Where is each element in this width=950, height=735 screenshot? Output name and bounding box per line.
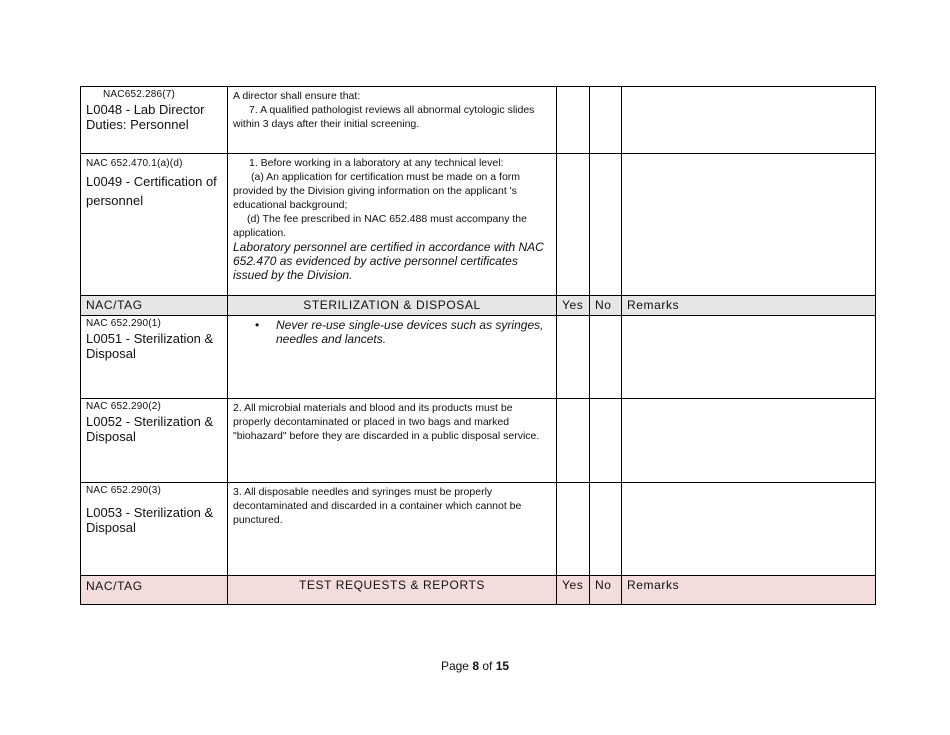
requirement-cell	[228, 399, 557, 483]
header-no: No	[590, 576, 622, 605]
tag-title: L0051 - Sterilization & Disposal	[86, 331, 214, 361]
yes-cell[interactable]	[557, 316, 590, 399]
requirement-text: 2. All microbial materials and blood and its products must be properly decontaminated or placed in two bags and marked "biohazard" before they are discarded in a public disposal service.	[233, 402, 540, 442]
nac-tag-cell	[81, 154, 228, 296]
table-row	[81, 399, 876, 483]
header-yes: Yes	[557, 576, 590, 605]
header-remarks: Remarks	[622, 296, 876, 316]
yes-cell[interactable]	[557, 399, 590, 483]
section-header-row	[81, 576, 876, 605]
nac-citation: NAC 652.290(1)	[86, 318, 162, 329]
no-cell[interactable]	[590, 154, 622, 296]
table-row	[81, 87, 876, 154]
table-row	[81, 316, 876, 399]
requirement-cell	[228, 483, 557, 576]
nac-tag-cell	[81, 399, 228, 483]
header-no: No	[590, 296, 622, 316]
nac-citation: NAC 652.470.1(a)(d)	[86, 158, 183, 169]
section-header-row	[81, 296, 876, 316]
page-footer	[0, 659, 950, 673]
table-row	[81, 483, 876, 576]
requirement-text: (a) An application for certification must be made on a form provided by the Division giving information on the applicant 's educational background;	[233, 171, 521, 211]
requirement-text: 3. All disposable needles and syringes must be properly decontaminated and discarded in a container which cannot be punctured.	[233, 486, 522, 526]
nac-tag-cell	[81, 316, 228, 399]
tag-title: L0049 - Certification of personnel	[86, 174, 217, 208]
page-label: Page	[440, 659, 469, 673]
requirement-text: Never re-use single-use devices such as syringes, needles and lancets.	[276, 318, 544, 346]
remarks-cell[interactable]	[622, 483, 876, 576]
page-number: 8	[472, 659, 479, 673]
requirement-text: 1. Before working in a laboratory at any technical level:	[249, 157, 504, 169]
nac-tag-cell	[81, 483, 228, 576]
header-nac-tag: NAC/TAG	[81, 296, 228, 316]
checklist-table	[80, 86, 876, 605]
nac-citation: NAC 652.290(3)	[86, 485, 162, 496]
requirement-note: Laboratory personnel are certified in accordance with NAC 652.470 as evidenced by active personnel certificates issued by the Division.	[233, 240, 544, 282]
table-row	[81, 154, 876, 296]
tag-title: L0053 - Sterilization & Disposal	[86, 505, 214, 535]
no-cell[interactable]	[590, 483, 622, 576]
requirement-text: (d) The fee prescribed in NAC 652.488 must accompany the application.	[233, 213, 527, 239]
remarks-cell[interactable]	[622, 316, 876, 399]
section-title: TEST REQUESTS & REPORTS	[228, 576, 557, 605]
tag-title: L0052 - Sterilization & Disposal	[86, 414, 214, 444]
no-cell[interactable]	[590, 87, 622, 154]
yes-cell[interactable]	[557, 154, 590, 296]
no-cell[interactable]	[590, 399, 622, 483]
page-total: 15	[495, 659, 510, 673]
yes-cell[interactable]	[557, 483, 590, 576]
requirement-cell	[228, 316, 557, 399]
page-of-label: of	[482, 659, 493, 673]
nac-tag-cell	[81, 87, 228, 154]
nac-citation: NAC 652.290(2)	[86, 401, 162, 412]
remarks-cell[interactable]	[622, 87, 876, 154]
header-nac-tag: NAC/TAG	[81, 576, 228, 605]
yes-cell[interactable]	[557, 87, 590, 154]
tag-title: L0048 - Lab Director Duties: Personnel	[86, 102, 205, 132]
no-cell[interactable]	[590, 316, 622, 399]
requirement-cell	[228, 87, 557, 154]
bullet-icon: •	[255, 318, 260, 332]
nac-citation: NAC652.286(7)	[103, 89, 176, 100]
section-title: STERILIZATION & DISPOSAL	[228, 296, 557, 316]
requirement-text: A director shall ensure that:	[233, 90, 361, 102]
header-remarks: Remarks	[622, 576, 876, 605]
requirement-text: 7. A qualified pathologist reviews all abnormal cytologic slides within 3 days after their initial screening.	[233, 104, 535, 130]
remarks-cell[interactable]	[622, 154, 876, 296]
requirement-cell	[228, 154, 557, 296]
header-yes: Yes	[557, 296, 590, 316]
bullet-item	[233, 318, 551, 346]
remarks-cell[interactable]	[622, 399, 876, 483]
